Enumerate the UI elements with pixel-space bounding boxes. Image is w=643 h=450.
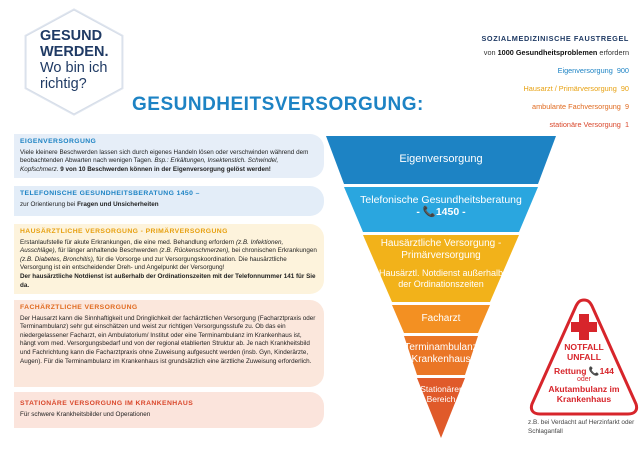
rule-item-value: 9 [624,102,629,111]
logo-line-3: Wo bin ich [40,60,108,76]
emergency-line-4: oder [576,376,591,383]
info-heading: HAUSÄRZTLICHE VERSORGUNG - PRIMÄRVERSORGUNG [20,228,228,235]
info-text: Für schwere Krankheitsbilder und Operationen [20,410,151,418]
rule-item [409,82,629,96]
logo-line-1: GESUND [40,28,103,44]
info-heading: STATIONÄRE VERSORGUNG IM KRANKENHAUS [20,400,194,407]
logo-line-2: WERDEN. [40,44,109,60]
rule-item-value: 900 [616,66,629,75]
funnel-label-stat-line1: Stationärer [420,384,462,394]
funnel-label-haus-line4: der Ordinationszeiten [398,279,484,289]
funnel-label-haus-line3: Hausärztl. Notdienst außerhalb [378,268,504,278]
funnel-label-term-line1: Terminambulanz [404,342,478,353]
info-text: bei chronischen Erkrankungen [231,247,317,255]
emergency-note: z.B. bei Verdacht auf Herzinfarkt oder Schlaganfall [528,419,635,435]
rule-item-value: 90 [620,84,629,93]
funnel-label-term [396,342,486,366]
funnel-label-tel [346,194,536,218]
logo [18,6,130,118]
rule-item-value: 1 [624,120,629,129]
funnel-label-haus-line1: Hausärztliche Versorgung - [380,238,502,249]
info-examples: (z.B. Infektionen, Ausschläge), [20,238,284,255]
funnel-label-term-line2: Krankenhaus [411,354,471,365]
rule-sub-post: erfordern [599,48,629,57]
info-heading: EIGENVERSORGUNG [20,138,97,145]
info-examples: Bsp.: Erkältungen, Insektenstich. Schwindel, Kopfschmerz. [20,157,279,173]
rule-of-thumb [409,32,629,132]
emergency-line-1: NOTFALL [564,342,604,352]
info-text: für länger anhaltende Beschwerden [58,247,158,255]
info-highlight: Der hausärztliche Notdienst ist außerhalb der Ordinationszeiten mit der Telefonnummer 141 für Sie da. [20,272,316,289]
logo-text [40,28,130,92]
rule-item [409,64,629,78]
info-text: Viele kleinere Beschwerden lassen sich durch eigenes Handeln lösen oder verschwinden während dem beobachtenden Abwarten nach wenigen Tagen. [20,148,309,165]
funnel-label-haus [364,238,518,290]
info-box-hausarzt [14,224,324,294]
emergency-box [528,296,640,418]
info-heading: FACHÄRZTLICHE VERSORGUNG [20,304,138,311]
emergency-line-6: Krankenhaus [556,394,612,404]
rule-subtitle [409,46,629,60]
emergency-line-2: UNFALL [567,352,601,362]
page-title: GESUNDHEITSVERSORGUNG: [132,94,424,115]
info-text: zur Orientierung bei [20,200,76,208]
rule-sub-pre: von [483,48,496,57]
info-box-telefonberatung [14,186,324,216]
funnel-label-stat [406,384,476,404]
rule-sub-bold: 1000 Gesundheitsproblemen [497,48,598,57]
rule-item [409,118,629,132]
emergency-line-3: Rettung 📞144 [554,366,614,376]
funnel-label-eigen: Eigenversorgung [399,153,483,165]
emergency-line-5: Akutambulanz im [548,384,620,394]
rule-item-label: ambulante Fachversorgung [532,102,621,111]
rule-item-label: Hausarzt / Primärversorgung [523,84,617,93]
info-highlight: 9 von 10 Beschwerden können in der Eigenversorgung gelöst werden! [60,165,271,173]
info-text: Der Hausarzt kann die Sinnhaftigkeit und Dringlichkeit der fachärztlichen Versorgung (Facharztpraxis oder Terminambulanz) sehr gut einschätzen und weist zur richtigen Versorgungsstufe zu. Ob das ein niedergelassener Facharzt, ein Ambulatorium/ Institut oder eine Terminambulanz im Krankenhaus ist, hängt vom med. Versorgungsbedarf und von der regional etablierten Struktur ab. Je nach Krankheitsbild und Fachrichtung kann die Facharztpraxis ohne Zuweisung aufgesucht werden (insb. Gyn, Kinderärzte, Augen). Für die Terminambulanz im Krankenhaus ist grundsätzlich eine ärztliche Zuweisung erforderlich. [20,314,316,365]
care-funnel [326,136,556,440]
info-examples: (z.B. Diabetes, Bronchitis), [20,255,95,263]
rule-title: SOZIALMEDIZINISCHE FAUSTREGEL [481,34,629,43]
emergency-text [528,342,640,404]
rule-item [409,100,629,114]
logo-line-4: richtig? [40,76,87,92]
rule-item-label: Eigenversorgung [557,66,613,75]
info-box-eigenversorgung [14,134,324,178]
funnel-label-tel-line1: Telefonische Gesundheitsberatung [360,194,522,206]
info-box-facharzt [14,300,324,387]
funnel-label-fach: Facharzt [421,313,461,324]
funnel-label-tel-number: - 📞1450 - [416,206,466,218]
funnel-label-haus-line2: Primärversorgung [401,250,481,261]
funnel-label-stat-line2: Bereich [426,394,456,404]
rule-item-label: stationäre Versorgung [549,120,621,129]
info-heading: TELEFONISCHE GESUNDHEITSBERATUNG 1450 – [20,190,200,197]
info-box-stationaer [14,392,324,428]
info-text: Erstanlaufstelle für akute Erkrankungen, die eine med. Behandlung erfordern [20,238,235,246]
info-text: für die Vorsorge und zur Versorgungskoordination. Die hausärztliche Versorgung ist ein entscheidender Dreh- und Angelpunkt der Versorgung! [20,255,287,272]
info-highlight: Fragen und Unsicherheiten [77,200,159,208]
info-examples: (z.B. Rückenschmerzen), [159,247,231,255]
